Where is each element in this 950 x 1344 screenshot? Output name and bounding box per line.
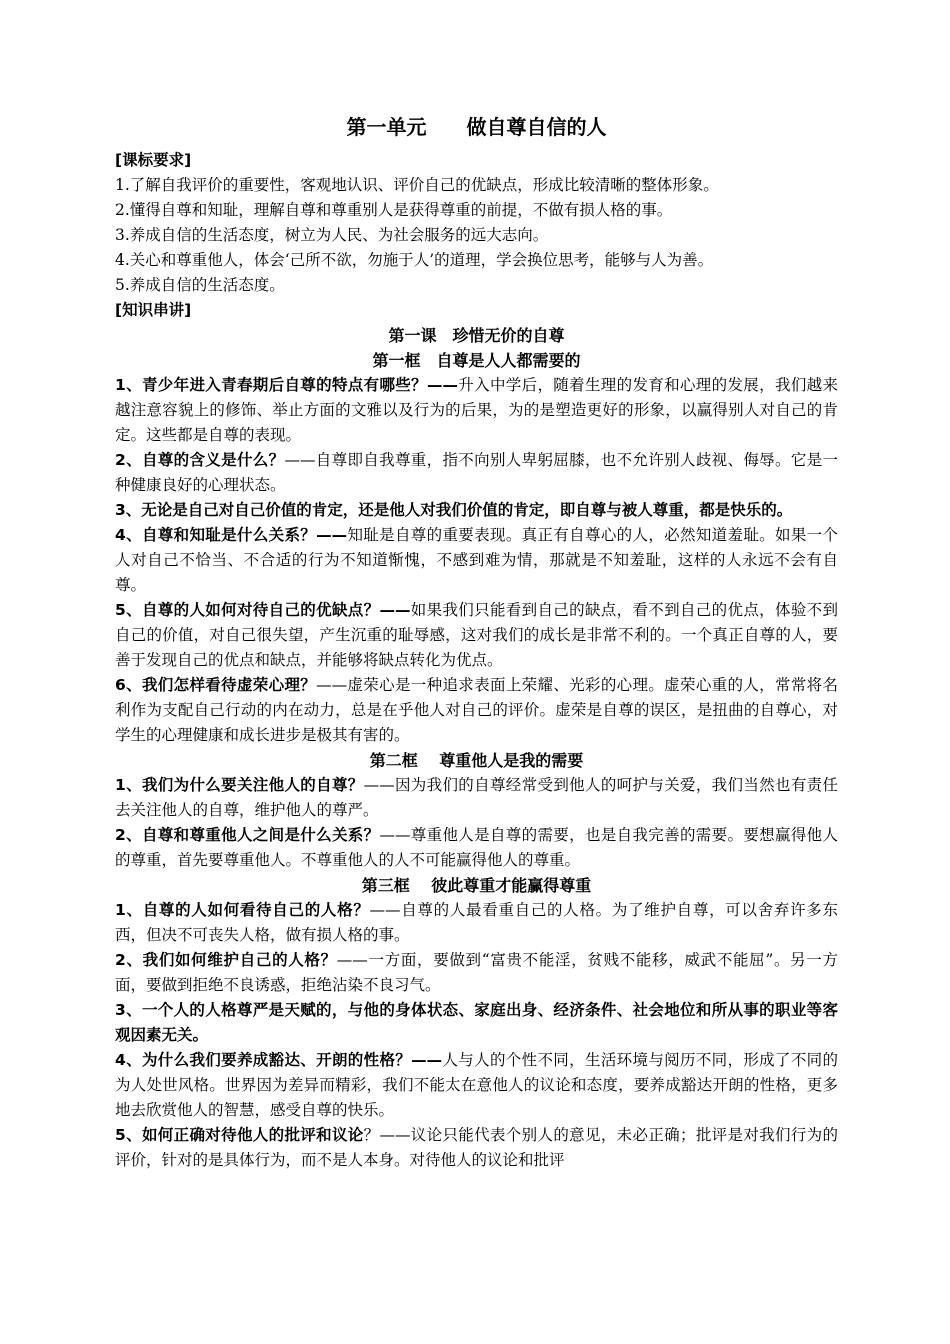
answer: ——自尊的人最看重自己的人格。为了维护自尊，可以舍弃许多东西，但决不可丧失人格，做有损人格的事。	[115, 901, 838, 944]
qa-item	[115, 998, 838, 1048]
answer: ——自尊即自我尊重，指不向别人卑躬屈膝，也不允许别人歧视、侮辱。它是一种健康良好的心理状态。	[115, 451, 838, 494]
unit-title: 第一单元 做自尊自信的人	[346, 115, 607, 139]
curriculum-item: 3.养成自信的生活态度，树立为人民、为社会服务的远大志向。	[115, 226, 549, 244]
curriculum-item: 2.懂得自尊和知耻，理解自尊和尊重别人是获得尊重的前提，不做有损人格的事。	[115, 201, 673, 219]
question: 2、自尊的含义是什么？	[115, 451, 285, 469]
answer: 升入中学后，随着生理的发育和心理的发展，我们越来越注意容貌上的修饰、举止方面的文雅以及行为的后果，为的是塑造更好的形象，以赢得别人对自己的肯定。这些都是自尊的表现。	[115, 376, 838, 444]
answer: ——因为我们的自尊经常受到他人的呵护与关爱，我们当然也有责任去关注他人的自尊，维护他人的尊严。	[115, 776, 838, 819]
curriculum-item: 1.了解自我评价的重要性，客观地认识、评价自己的优缺点，形成比较清晰的整体形象。	[115, 176, 719, 194]
answer: ？——议论只能代表个别人的意见，未必正确；批评是对我们行为的评价，针对的是具体行为，而不是人本身。对待他人的议论和批评	[115, 1126, 838, 1169]
qa-item	[115, 448, 838, 498]
frame-title: 第三框 彼此尊重才能赢得尊重	[361, 876, 592, 895]
question: 5、如何正确对待他人的批评和议论	[115, 1126, 364, 1144]
lesson-title: 第一课 珍惜无价的自尊	[388, 326, 565, 345]
frame3-qa-list	[115, 898, 838, 1173]
question: 3、无论是自己对自己价值的肯定，还是他人对我们价值的肯定，即自尊与被人尊重，都是快乐的。	[115, 501, 793, 519]
question: 1、青少年进入青春期后自尊的特点有哪些？——	[115, 376, 458, 394]
frame1-qa-list	[115, 373, 838, 748]
frame2-qa-list	[115, 773, 838, 873]
question: 4、自尊和知耻是什么关系？——	[115, 526, 348, 544]
qa-item	[115, 598, 838, 673]
curriculum-heading: [课标要求]	[115, 151, 192, 169]
frame-title: 第二框 尊重他人是我的需要	[369, 751, 584, 770]
frame-title: 第一框 自尊是人人都需要的	[372, 351, 581, 370]
qa-item	[115, 673, 838, 748]
question: 1、我们为什么要关注他人的自尊？	[115, 776, 364, 794]
qa-item	[115, 498, 838, 523]
qa-item	[115, 373, 838, 448]
answer: ——尊重他人是自尊的需要，也是自我完善的需要。要想赢得他人的尊重，首先要尊重他人。不尊重他人的人不可能赢得他人的尊重。	[115, 826, 838, 869]
answer: ——一方面，要做到“富贵不能淫，贫贱不能移，威武不能屈”。另一方面，要做到拒绝不良诱惑，拒绝沾染不良习气。	[115, 951, 838, 994]
question: 6、我们怎样看待虚荣心理？	[115, 676, 317, 694]
question: 2、我们如何维护自己的人格？	[115, 951, 337, 969]
answer: ——虚荣心是一种追求表面上荣耀、光彩的心理。虚荣心重的人，常常将名利作为支配自己行动的内在动力，总是在乎他人对自己的评价。虚荣是自尊的误区，是扭曲的自尊心，对学生的心理健康和成长进步是极其有害的。	[115, 676, 838, 744]
qa-item	[115, 773, 838, 823]
answer: 知耻是自尊的重要表现。真正有自尊心的人，必然知道羞耻。如果一个人对自己不恰当、不合适的行为不知道惭愧，不感到难为情，那就是不知羞耻，这样的人永远不会有自尊。	[115, 526, 838, 594]
qa-item	[115, 898, 838, 948]
answer: 人与人的个性不同，生活环境与阅历不同，形成了不同的为人处世风格。世界因为差异而精彩，我们不能太在意他人的议论和态度，要养成豁达开朗的性格，更多地去欣赏他人的智慧，感受自尊的快乐。	[115, 1051, 838, 1119]
question: 1、自尊的人如何看待自己的人格？	[115, 901, 370, 919]
curriculum-item: 4.关心和尊重他人，体会‘己所不欲，勿施于人’的道理，学会换位思考，能够与人为善。	[115, 251, 714, 269]
curriculum-item: 5.养成自信的生活态度。	[115, 276, 285, 294]
qa-item	[115, 523, 838, 598]
qa-item	[115, 1123, 838, 1173]
answer: 如果我们只能看到自己的缺点，看不到自己的优点，体验不到自己的价值，对自己很失望，产生沉重的耻辱感，这对我们的成长是非常不利的。一个真正自尊的人，要善于发现自己的优点和缺点，并能够将缺点转化为优点。	[115, 601, 838, 669]
qa-item	[115, 948, 838, 998]
question: 5、自尊的人如何对待自己的优缺点？——	[115, 601, 411, 619]
curriculum-list	[115, 173, 838, 298]
knowledge-heading: [知识串讲]	[115, 301, 192, 319]
qa-item	[115, 1048, 838, 1123]
question: 2、自尊和尊重他人之间是什么关系？	[115, 826, 380, 844]
qa-item	[115, 823, 838, 873]
question: 4、为什么我们要养成豁达、开朗的性格？——	[115, 1051, 443, 1069]
question: 3、一个人的人格尊严是天赋的，与他的身体状态、家庭出身、经济条件、社会地位和所从事的职业等客观因素无关。	[115, 1001, 838, 1044]
